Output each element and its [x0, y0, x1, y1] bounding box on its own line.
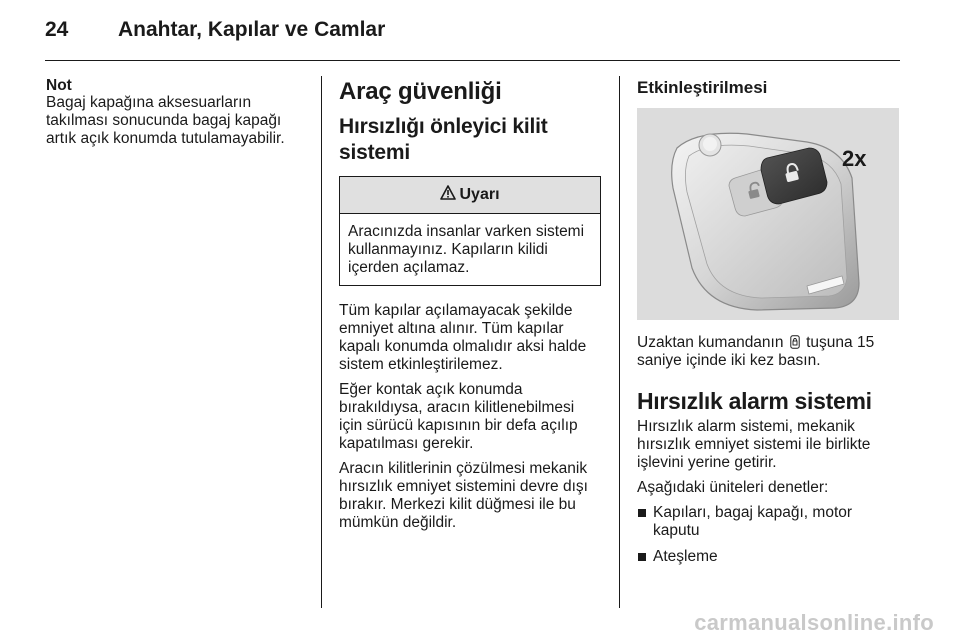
alarm-system-heading: Hırsızlık alarm sistemi [637, 388, 872, 414]
watermark: carmanualsonline.info [694, 610, 934, 635]
lock-key-icon [790, 335, 800, 349]
warning-box [339, 176, 601, 286]
section-heading-vehicle-security: Araç güvenliği [339, 78, 502, 105]
activation-instruction [637, 334, 902, 370]
warning-header [340, 177, 600, 214]
list-item [637, 548, 902, 566]
column-left [46, 78, 308, 148]
paragraph: Aracın kilitlerinin çözülmesi mekanik hırsızlık emniyet sistemini devre dışı bırakır. Merkezi kilit düğmesi ile bu mümkün değildir. [339, 460, 588, 531]
list-item-text: Kapıları, bagaj kapağı, motor kaputu [653, 504, 853, 539]
header-rule [45, 60, 900, 61]
running-title: Anahtar, Kapılar ve Camlar [118, 18, 386, 41]
column-middle [339, 78, 601, 539]
column-divider-1 [321, 76, 322, 608]
column-divider-2 [619, 76, 620, 608]
warning-label: Uyarı [459, 186, 500, 203]
warning-triangle-icon [440, 185, 456, 205]
note-text: Bagaj kapağına aksesuarların takılması sonucunda bagaj kapağı artık açık konumda tutulamayabilir. [46, 94, 285, 147]
activation-text-after: tuşuna 15 saniye içinde iki kez basın. [637, 334, 875, 369]
list-item [637, 504, 902, 540]
note-label: Not [46, 77, 72, 94]
bullet-square-icon [638, 553, 646, 561]
monitor-text: Aşağıdaki üniteleri denetler: [637, 479, 829, 496]
remote-key-illustration [637, 108, 899, 320]
paragraph: Eğer kontak açık konumda bırakıldıysa, aracın kilitlenebilmesi için sürücü kapısının bir defa açılıp kapatılması gerekir. [339, 381, 578, 452]
page-number: 24 [45, 18, 69, 41]
warning-text: Aracınızda insanlar varken sistemi kullanmayınız. Kapıların kilidi içerden açılamaz. [348, 223, 585, 276]
activation-text-before: Uzaktan kumandanın [637, 334, 784, 351]
bullet-square-icon [638, 509, 646, 517]
list-item-text: Ateşleme [653, 548, 718, 565]
activation-heading: Etkinleştirilmesi [637, 78, 768, 97]
subheading-anti-theft-lock: Hırsızlığı önleyici kilit sistemi [339, 115, 548, 164]
monitored-units-list [637, 504, 902, 566]
figure-label-2x: 2x [842, 146, 867, 171]
column-right [637, 78, 902, 574]
paragraph: Tüm kapılar açılamayacak şekilde emniyet altına alınır. Tüm kapılar kapalı konumda olmalıdır aksi halde sistem etkinleştirilemez. [339, 302, 587, 373]
page-header [45, 18, 915, 48]
alarm-text: Hırsızlık alarm sistemi, mekanik hırsızlık emniyet sistemi ile birlikte işlevini yerine getirir. [637, 418, 871, 471]
